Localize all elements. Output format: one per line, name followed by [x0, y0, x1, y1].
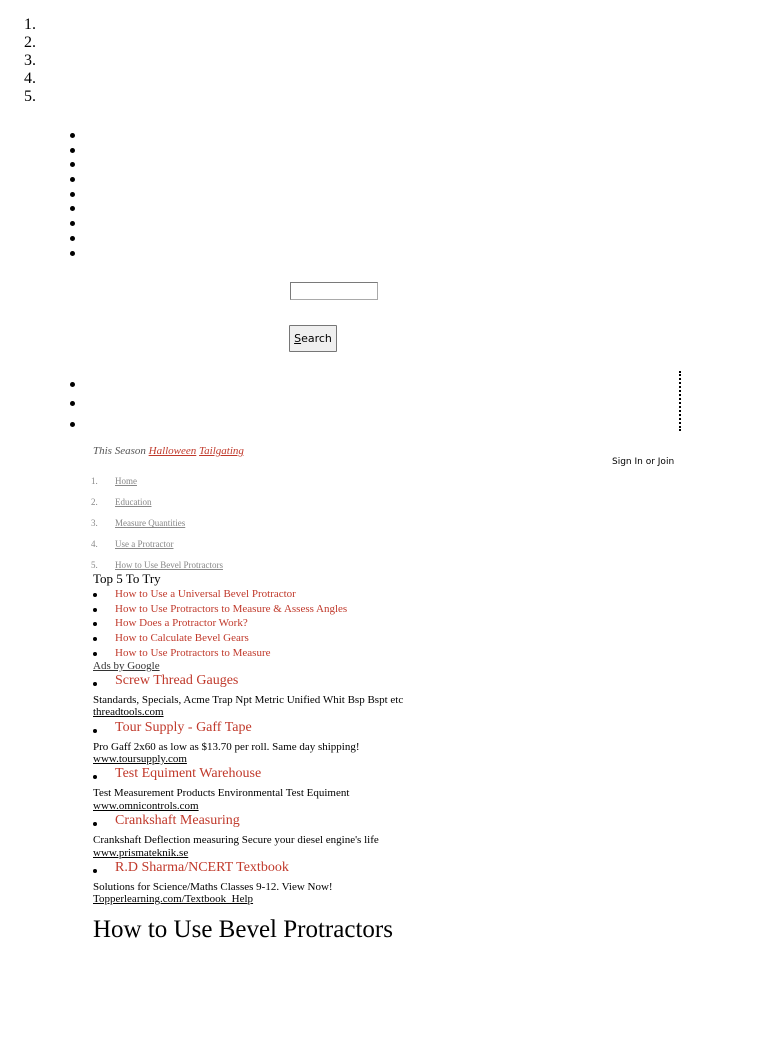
ads-by-google-link[interactable]: Ads by Google: [93, 660, 160, 672]
search-input[interactable]: [290, 282, 378, 300]
nav-bullet[interactable]: [70, 221, 75, 226]
bullet: [93, 593, 97, 597]
search-button-accesskey: S: [294, 332, 302, 345]
top5-link[interactable]: How to Use a Universal Bevel Protractor: [115, 588, 296, 600]
season-prefix: This Season: [93, 445, 146, 457]
nav-bullet[interactable]: [70, 236, 75, 241]
bullet: [93, 608, 97, 612]
season-links: [93, 445, 244, 457]
nav-bullet[interactable]: [70, 251, 75, 256]
season-link-tailgating[interactable]: Tailgating: [199, 445, 244, 457]
ad-url-link[interactable]: www.omnicontrols.com: [93, 800, 199, 812]
bullet: [93, 775, 97, 779]
ad-url-link[interactable]: threadtools.com: [93, 706, 164, 718]
ad-description: Pro Gaff 2x60 as low as $13.70 per roll. Same day shipping!: [93, 741, 360, 753]
top5-link[interactable]: How to Use Protractors to Measure: [115, 647, 271, 659]
search-button[interactable]: [289, 325, 337, 352]
bullet: [93, 652, 97, 656]
bullet: [93, 729, 97, 733]
bullet: [93, 869, 97, 873]
breadcrumb-number: 3. 3.: [91, 518, 98, 528]
nav-bullet[interactable]: [70, 177, 75, 182]
page-title: How to Use Bevel Protractors: [93, 916, 393, 943]
ad-title-link[interactable]: Tour Supply - Gaff Tape: [115, 720, 252, 735]
nav-bullet[interactable]: [70, 162, 75, 167]
breadcrumb-number: 2. 2.: [91, 497, 98, 507]
bullet: [93, 637, 97, 641]
bullet: [93, 822, 97, 826]
nav-bullet[interactable]: [70, 148, 75, 153]
ad-description: Solutions for Science/Maths Classes 9-12. View Now!: [93, 881, 333, 893]
breadcrumb-home[interactable]: Home: [115, 476, 137, 486]
top5-link[interactable]: How Does a Protractor Work?: [115, 617, 248, 629]
nav-bullet[interactable]: [70, 206, 75, 211]
breadcrumb-use-a-protractor[interactable]: Use a Protractor: [115, 539, 174, 549]
breadcrumb-number: 4. 4.: [91, 539, 98, 549]
ad-url-link[interactable]: www.prismateknik.se: [93, 847, 189, 859]
ad-title-link[interactable]: R.D Sharma/NCERT Textbook: [115, 860, 289, 875]
dotted-divider: [679, 371, 681, 431]
bullet: [93, 682, 97, 686]
nav-bullet[interactable]: [70, 192, 75, 197]
ad-title-link[interactable]: Test Equiment Warehouse: [115, 766, 262, 781]
nav-bullet[interactable]: [70, 422, 75, 427]
sign-in-link[interactable]: Sign In or Join: [612, 457, 675, 467]
top5-link[interactable]: How to Calculate Bevel Gears: [115, 632, 249, 644]
top5-heading: Top 5 To Try: [93, 571, 161, 586]
ad-description: Crankshaft Deflection measuring Secure your diesel engine's life: [93, 834, 379, 846]
nav-bullet[interactable]: [70, 401, 75, 406]
ad-url-link[interactable]: www.toursupply.com: [93, 753, 187, 765]
breadcrumb-number: 5. 5.: [91, 560, 98, 570]
nav-bullet[interactable]: [70, 133, 75, 138]
breadcrumb-current[interactable]: How to Use Bevel Protractors: [115, 560, 223, 570]
ad-description: Standards, Specials, Acme Trap Npt Metric Unified Whit Bsp Bspt etc: [93, 694, 404, 706]
season-link-halloween[interactable]: Halloween: [148, 445, 197, 457]
search-button-label: earch: [301, 332, 332, 345]
ad-title-link[interactable]: Crankshaft Measuring: [115, 813, 240, 828]
breadcrumb-measure-quantities[interactable]: Measure Quantities: [115, 518, 186, 528]
breadcrumb-education[interactable]: Education: [115, 497, 152, 507]
nav-bullet[interactable]: [70, 382, 75, 387]
ad-url-link[interactable]: Topperlearning.com/Textbook_Help: [93, 893, 254, 905]
breadcrumb-number: 1. 1.: [91, 476, 98, 486]
ad-title-link[interactable]: Screw Thread Gauges: [115, 673, 239, 688]
top5-link[interactable]: How to Use Protractors to Measure & Assess Angles: [115, 603, 348, 615]
bullet: [93, 622, 97, 626]
ad-description: Test Measurement Products Environmental Test Equiment: [93, 787, 350, 799]
